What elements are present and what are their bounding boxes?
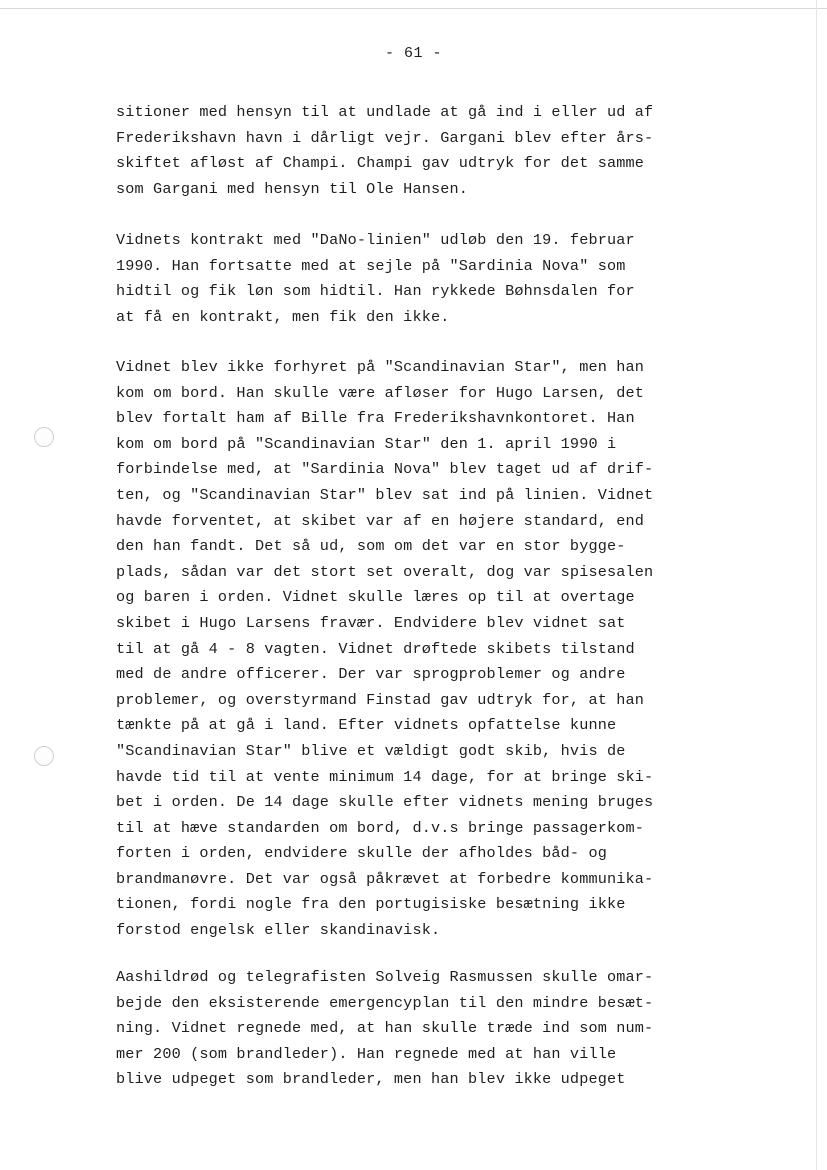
text-line: skibet i Hugo Larsens fravær. Endvidere blev vidnet sat: [116, 613, 626, 632]
text-line: forten i orden, endvidere skulle der afholdes båd- og: [116, 844, 607, 863]
text-line: bet i orden. De 14 dage skulle efter vidnets mening bruges: [116, 793, 654, 812]
text-line: ten, og "Scandinavian Star" blev sat ind på linien. Vidnet: [116, 485, 654, 504]
text-line: blive udpeget som brandleder, men han blev ikke udpeget: [116, 1070, 626, 1089]
text-line: kom om bord på "Scandinavian Star" den 1. april 1990 i: [116, 434, 617, 453]
text-line: plads, sådan var det stort set overalt, dog var spisesalen: [116, 562, 654, 581]
text-line: "Scandinavian Star" blive et vældigt godt skib, hvis de: [116, 741, 626, 760]
text-line: Vidnet blev ikke forhyret på "Scandinavian Star", men han: [116, 358, 645, 376]
text-line: tionen, fordi nogle fra den portugisiske besætning ikke: [116, 895, 626, 914]
text-line: mer 200 (som brandleder). Han regnede med at han ville: [116, 1044, 617, 1063]
text-line: Vidnets kontrakt med "DaNo-linien" udløb den 19. februar: [116, 231, 635, 249]
text-line: forstod engelsk eller skandinavisk.: [116, 921, 441, 940]
text-line: brandmanøvre. Det var også påkrævet at forbedre kommunika-: [116, 869, 654, 888]
text-line: bejde den eksisterende emergencyplan til den mindre besæt-: [116, 993, 654, 1012]
text-line: at få en kontrakt, men fik den ikke.: [116, 307, 450, 326]
page-top-edge: [0, 8, 827, 9]
page-right-edge: [816, 0, 817, 1170]
punch-hole-lower: [34, 746, 54, 766]
text-line: kom om bord. Han skulle være afløser for Hugo Larsen, det: [116, 383, 645, 402]
text-line: og baren i orden. Vidnet skulle læres op til at overtage: [116, 588, 635, 607]
text-line: havde tid til at vente minimum 14 dage, for at bringe ski-: [116, 767, 654, 786]
text-line: til at gå 4 - 8 vagten. Vidnet drøftede skibets tilstand: [116, 639, 635, 658]
text-line: skiftet afløst af Champi. Champi gav udtryk for det samme: [116, 154, 645, 173]
text-line: problemer, og overstyrmand Finstad gav udtryk for, at han: [116, 690, 645, 709]
text-line: forbindelse med, at "Sardinia Nova" blev taget ud af drif-: [116, 460, 654, 479]
text-line: til at hæve standarden om bord, d.v.s bringe passagerkom-: [116, 818, 645, 837]
text-line: sitioner med hensyn til at undlade at gå ind i eller ud af: [116, 103, 654, 121]
text-line: tænkte på at gå i land. Efter vidnets opfattelse kunne: [116, 716, 617, 735]
punch-hole-upper: [34, 427, 54, 447]
text-line: med de andre officerer. Der var sprogproblemer og andre: [116, 665, 626, 684]
text-line: blev fortalt ham af Bille fra Frederikshavnkontoret. Han: [116, 409, 635, 428]
text-line: hidtil og fik løn som hidtil. Han rykkede Bøhnsdalen for: [116, 282, 635, 301]
text-line: som Gargani med hensyn til Ole Hansen.: [116, 179, 469, 198]
paragraph-1: [116, 100, 716, 202]
text-line: Frederikshavn havn i dårligt vejr. Gargani blev efter års-: [116, 128, 654, 147]
text-line: den han fandt. Det så ud, som om det var en stor bygge-: [116, 537, 626, 556]
page-number: - 61 -: [384, 45, 442, 62]
text-line: Aashildrød og telegrafisten Solveig Rasmussen skulle omar-: [116, 968, 654, 986]
text-line: ning. Vidnet regnede med, at han skulle træde ind som num-: [116, 1019, 654, 1038]
text-line: 1990. Han fortsatte med at sejle på "Sardinia Nova" som: [116, 256, 626, 275]
paragraph-3: [116, 355, 716, 944]
text-line: havde forventet, at skibet var af en højere standard, end: [116, 511, 645, 530]
paragraph-4: [116, 965, 716, 1093]
paragraph-2: [116, 228, 716, 330]
